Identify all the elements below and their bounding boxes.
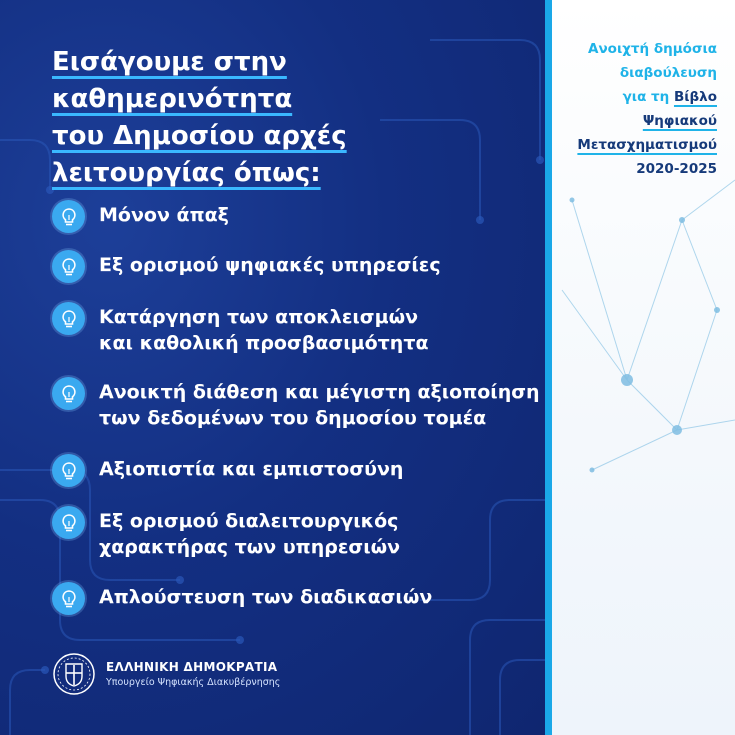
ministry-name: Υπουργείο Ψηφιακής Διακυβέρνησης <box>106 677 281 688</box>
lightbulb-icon <box>52 377 85 410</box>
principle-text: Εξ ορισμού ψηφιακές υπηρεσίες <box>99 254 441 276</box>
consultation-line: Ανοιχτή δημόσια <box>588 41 717 57</box>
lightbulb-icon <box>52 250 85 283</box>
accent-divider <box>545 0 552 735</box>
consultation-line: για τη <box>622 89 674 105</box>
lightbulb-icon <box>52 506 85 539</box>
principle-text: Ανοικτή διάθεση και μέγιστη αξιοποίηση <box>99 381 540 403</box>
lightbulb-icon <box>52 454 85 487</box>
principle-text: Αξιοπιστία και εμπιστοσύνη <box>99 458 404 480</box>
principle-item <box>52 304 429 356</box>
principle-item <box>52 508 400 560</box>
headline-line: Εισάγουμε στην καθημερινότητα <box>52 47 293 114</box>
consultation-highlight: Βίβλο <box>673 89 717 105</box>
principle-text: και καθολική προσβασιμότητα <box>99 332 429 354</box>
principle-item <box>52 379 540 431</box>
principle-text: Μόνον άπαξ <box>99 204 229 226</box>
org-name: ΕΛΛΗΝΙΚΗ ΔΗΜΟΚΡΑΤΙΑ <box>106 660 278 674</box>
footer <box>52 652 280 696</box>
principle-text: χαρακτήρας των υπηρεσιών <box>99 536 401 558</box>
principle-item <box>52 584 432 615</box>
lightbulb-icon <box>52 582 85 615</box>
greek-coat-of-arms-icon <box>52 652 96 696</box>
headline-line: λειτουργίας όπως: <box>52 158 321 188</box>
principle-item <box>52 456 403 487</box>
lightbulb-icon <box>52 200 85 233</box>
consultation-years: 2020-2025 <box>636 161 717 177</box>
principle-text: Κατάργηση των αποκλεισμών <box>99 306 419 328</box>
headline-line: του Δημοσίου αρχές <box>52 121 347 151</box>
principle-text: των δεδομένων του δημοσίου τομέα <box>99 407 487 429</box>
headline <box>52 44 532 192</box>
consultation-line: διαβούλευση <box>619 65 717 81</box>
consultation-line: Ψηφιακού <box>642 113 717 129</box>
principle-text: Εξ ορισμού διαλειτουργικός <box>99 510 399 532</box>
lightbulb-icon <box>52 302 85 335</box>
principle-item <box>52 202 229 233</box>
consultation-line: Μετασχηματισμού <box>577 137 717 153</box>
principle-item <box>52 252 441 283</box>
consultation-panel <box>552 0 735 735</box>
consultation-heading <box>577 37 717 181</box>
principle-text: Απλούστευση των διαδικασιών <box>99 586 433 608</box>
